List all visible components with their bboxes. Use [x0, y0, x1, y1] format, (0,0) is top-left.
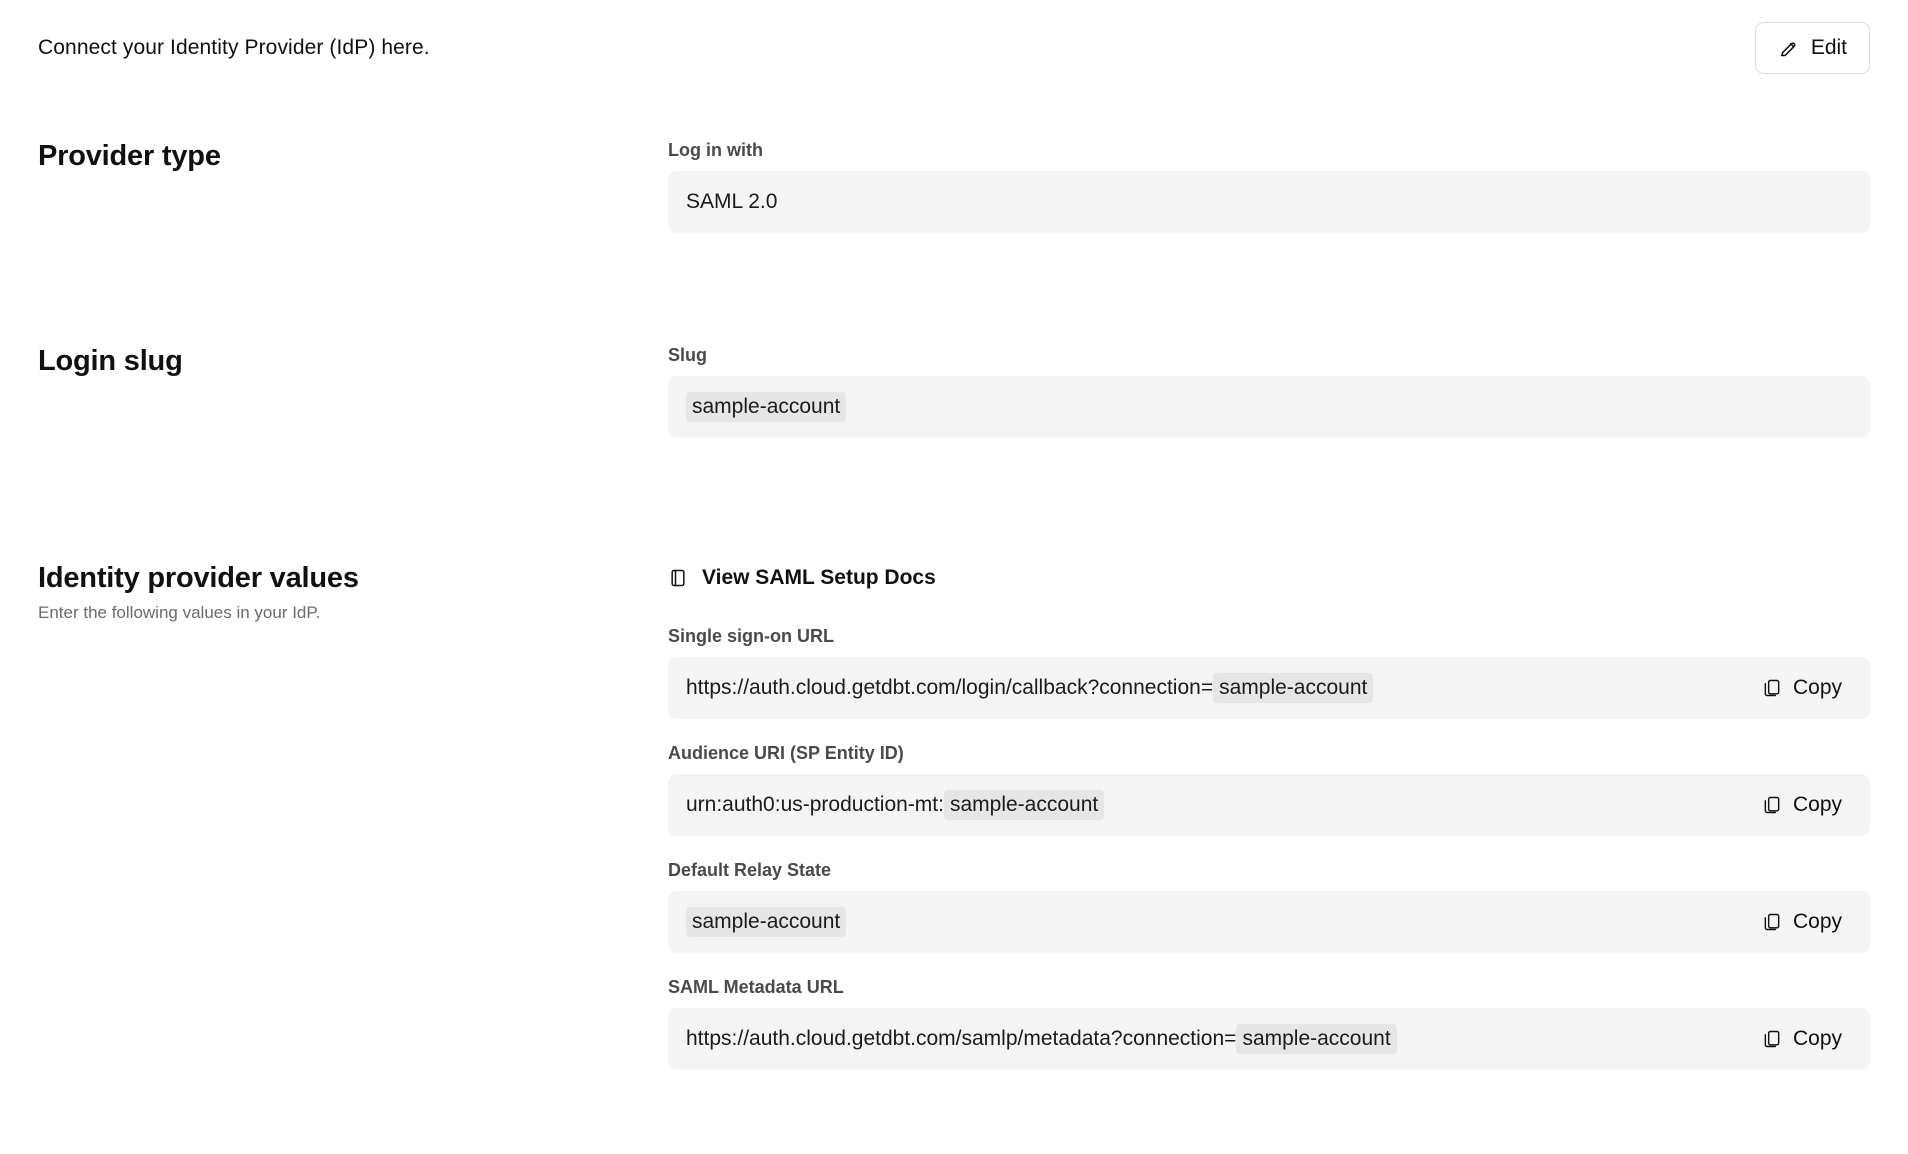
value-log-in-with[interactable]	[668, 171, 1870, 233]
section-idp-heading	[38, 562, 668, 623]
copy-icon	[1762, 677, 1782, 699]
section-login-slug-heading	[38, 345, 668, 378]
value-slug[interactable]	[668, 376, 1870, 438]
value-box[interactable]	[668, 774, 1870, 836]
page-header	[0, 0, 1908, 96]
copy-icon	[1762, 911, 1782, 933]
section-provider-type	[38, 96, 1870, 257]
value-content	[686, 907, 1746, 937]
copy-button[interactable]	[1746, 793, 1852, 817]
field-label-log-in-with: Log in with	[668, 140, 763, 160]
copy-button[interactable]	[1746, 1027, 1852, 1051]
view-saml-setup-docs-label: View SAML Setup Docs	[702, 566, 936, 589]
copy-button-label: Copy	[1792, 1027, 1842, 1050]
field-audience-uri-sp-entity-id	[668, 743, 1870, 836]
book-icon	[668, 567, 688, 589]
copy-button[interactable]	[1746, 676, 1852, 700]
value-token: sample-account	[1236, 1024, 1396, 1054]
field-saml-metadata-url	[668, 977, 1870, 1070]
section-idp-body	[668, 562, 1870, 1094]
value-prefix: urn:auth0:us-production-mt:	[686, 793, 944, 816]
copy-icon	[1762, 794, 1782, 816]
field-log-in-with	[668, 140, 1870, 233]
value-content	[686, 1024, 1746, 1054]
edit-button-label: Edit	[1810, 36, 1847, 59]
copy-button-label: Copy	[1792, 676, 1842, 699]
field-label: Default Relay State	[668, 860, 832, 880]
value-prefix: https://auth.cloud.getdbt.com/login/callback?connection=	[686, 676, 1214, 699]
value-box[interactable]	[668, 891, 1870, 953]
value-content	[686, 790, 1746, 820]
field-label-slug: Slug	[668, 345, 707, 365]
value-token: sample-account	[944, 790, 1104, 820]
page-title-login-slug: Login slug	[38, 345, 183, 377]
section-login-slug-body	[668, 345, 1870, 462]
page-title-identity-provider-values: Identity provider values	[38, 562, 359, 594]
page-intro-text: Connect your Identity Provider (IdP) here.	[38, 36, 430, 59]
field-default-relay-state	[668, 860, 1870, 953]
section-login-slug	[38, 257, 1870, 462]
page-title-provider-type: Provider type	[38, 140, 221, 172]
field-slug	[668, 345, 1870, 438]
field-single-sign-on-url	[668, 626, 1870, 719]
view-saml-setup-docs-link[interactable]	[668, 566, 936, 590]
value-log-in-with-text: SAML 2.0	[686, 190, 778, 213]
section-provider-type-heading	[38, 140, 668, 173]
value-content	[686, 673, 1746, 703]
value-prefix: https://auth.cloud.getdbt.com/samlp/metadata?connection=	[686, 1027, 1237, 1050]
field-label: SAML Metadata URL	[668, 977, 844, 997]
value-slug-token: sample-account	[686, 392, 846, 422]
section-identity-provider-values	[38, 462, 1870, 1094]
value-box[interactable]	[668, 657, 1870, 719]
field-label: Audience URI (SP Entity ID)	[668, 743, 904, 763]
section-idp-subtitle: Enter the following values in your IdP.	[38, 603, 321, 622]
section-provider-type-body	[668, 140, 1870, 257]
value-box[interactable]	[668, 1008, 1870, 1070]
copy-button[interactable]	[1746, 910, 1852, 934]
settings-content	[0, 96, 1908, 1154]
copy-icon	[1762, 1028, 1782, 1050]
idp-fields-list	[668, 626, 1870, 1070]
copy-button-label: Copy	[1792, 910, 1842, 933]
field-label: Single sign-on URL	[668, 626, 834, 646]
value-token: sample-account	[1213, 673, 1373, 703]
value-token: sample-account	[686, 907, 846, 937]
copy-button-label: Copy	[1792, 793, 1842, 816]
pencil-icon	[1778, 38, 1799, 59]
edit-button[interactable]	[1755, 22, 1870, 74]
